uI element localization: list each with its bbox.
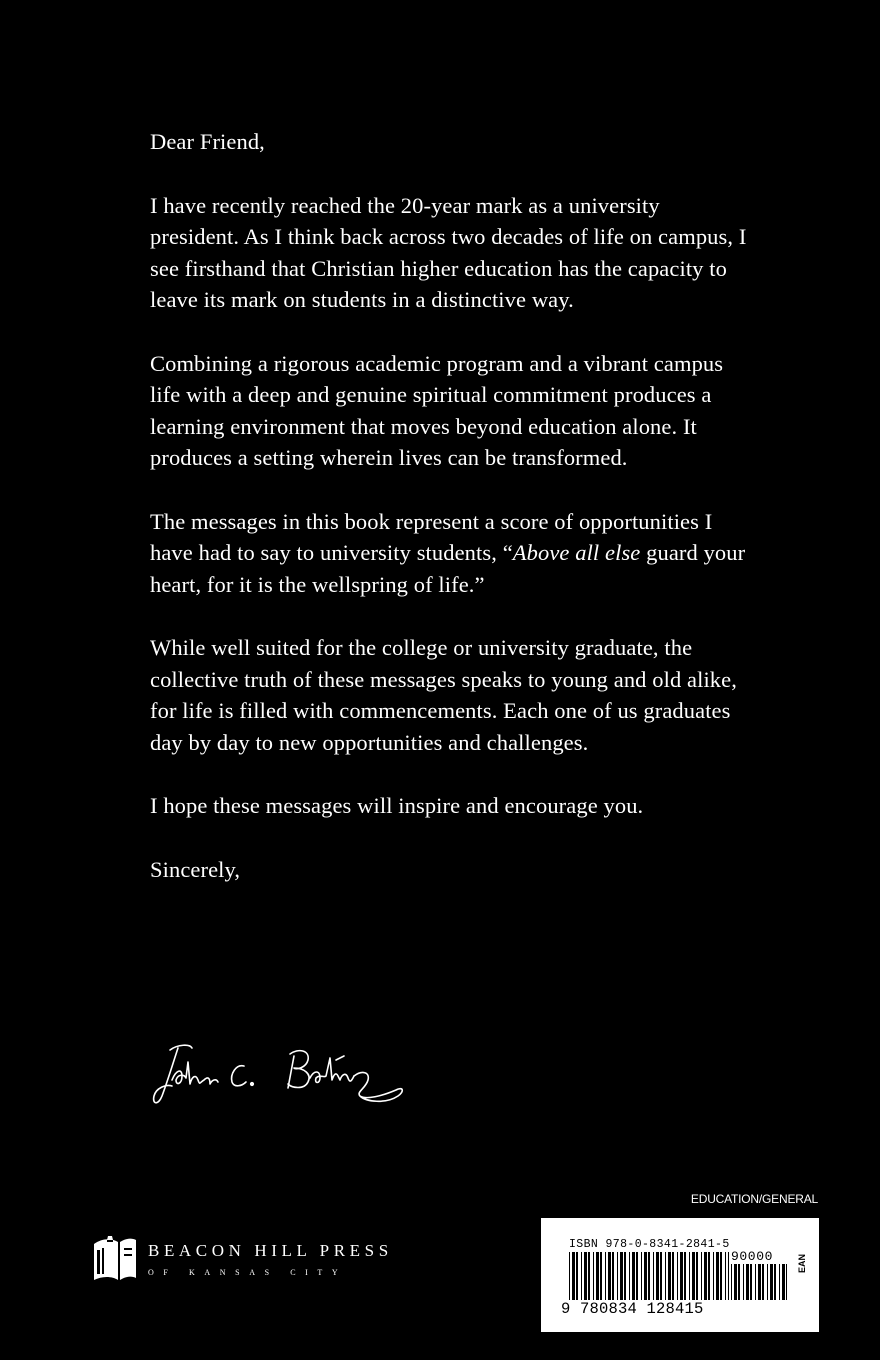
publisher-block: [92, 1232, 452, 1284]
letter-body: [150, 126, 750, 917]
paragraph-3-lead: The messages in this book represent a score of opportunities I have had to say to university students, “: [150, 508, 713, 565]
book-lighthouse-logo-icon: [92, 1232, 138, 1282]
price-barcode-bars: [731, 1264, 787, 1300]
ean-digits: 9 780834 128415: [561, 1300, 704, 1318]
publisher-name: BEACON HILL PRESS: [148, 1241, 393, 1260]
isbn-text: ISBN 978-0-8341-2841-5: [569, 1238, 730, 1251]
letter-paragraph-4: While well suited for the college or university graduate, the collective truth of these messages speaks to young and old alike, for life is filled with commencements. Each one of us graduates day by day to new opportunities and challenges.: [150, 635, 737, 755]
publisher-subtitle: OF KANSAS CITY: [148, 1268, 348, 1277]
price-code: 90000: [731, 1249, 774, 1264]
letter-salutation: Dear Friend,: [150, 129, 265, 154]
ean-label: EAN: [797, 1254, 807, 1274]
letter-paragraph-3: [150, 506, 750, 601]
handwritten-signature: [148, 1040, 418, 1110]
isbn-barcode: [541, 1218, 819, 1332]
paragraph-3-tail: guard your heart, for it is the wellspring of life.”: [150, 540, 746, 597]
ean-barcode-bars: [569, 1252, 729, 1300]
letter-paragraph-5: I hope these messages will inspire and encourage you.: [150, 793, 644, 818]
letter-paragraph-1: I have recently reached the 20-year mark as a university president. As I think back across two decades of life on campus, I see firsthand that Christian higher education has the capacity to leave its mark on students in a distinctive way.: [150, 192, 747, 312]
letter-closing: Sincerely,: [150, 856, 241, 882]
letter-paragraph-2: Combining a rigorous academic program and a vibrant campus life with a deep and genuine spiritual commitment produces a learning environment that moves beyond education alone. It produces a setting wherein lives can be transformed.: [150, 350, 724, 470]
category-label: EDUCATION/GENERAL: [690, 1192, 818, 1206]
scripture-emphasis: Above all else: [512, 540, 641, 565]
